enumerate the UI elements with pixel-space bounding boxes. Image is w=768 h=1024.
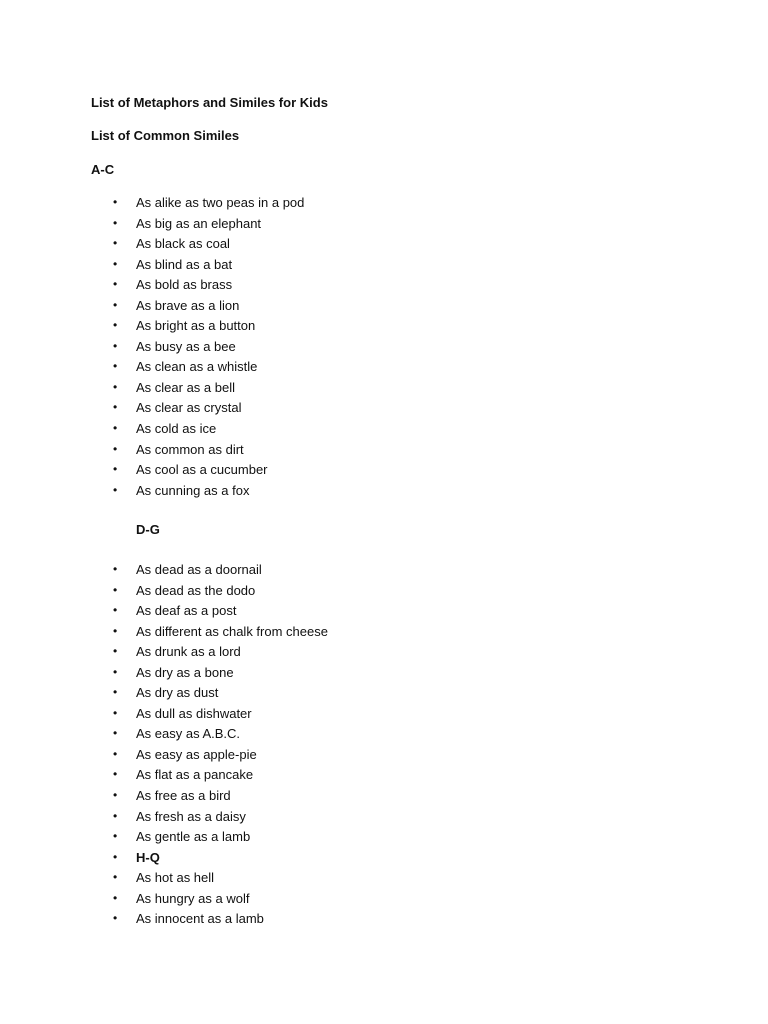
bullet-icon: • — [113, 421, 118, 436]
bullet-icon: • — [113, 195, 118, 209]
list-item-text: As black as coal — [136, 236, 230, 252]
document-title: List of Metaphors and Similes for Kids — [91, 95, 328, 110]
bullet-icon: • — [113, 582, 118, 597]
bullet-icon: • — [113, 870, 118, 885]
document-subtitle: List of Common Similes — [91, 128, 240, 143]
list-item-text: As clear as a bell — [136, 379, 235, 395]
bullet-icon: • — [113, 338, 118, 353]
list-item-text: As gentle as a lamb — [136, 829, 251, 845]
list-item-text: As dead as a doornail — [136, 562, 262, 577]
list-item-text: As alike as two peas in a pod — [136, 195, 305, 210]
list-item-text: As deaf as a post — [136, 603, 237, 619]
list-item-text: As easy as A.B.C. — [136, 726, 241, 742]
bullet-icon: • — [113, 911, 118, 926]
bullet-icon: • — [113, 767, 118, 782]
bullet-icon: • — [113, 215, 118, 230]
list-item-text: As brave as a lion — [136, 297, 240, 313]
list-item-text: As free as a bird — [136, 788, 231, 804]
bullet-icon: • — [113, 788, 118, 803]
bullet-icon: • — [113, 890, 118, 905]
section-heading-h-q: H-Q — [136, 849, 160, 865]
bullet-icon: • — [113, 623, 118, 638]
list-item-text: As blind as a bat — [136, 256, 233, 272]
list-item-text: As clean as a whistle — [136, 359, 258, 375]
bullet-icon: • — [113, 400, 118, 415]
list-item-text: As clear as crystal — [136, 400, 242, 416]
bullet-icon: • — [113, 318, 118, 333]
list-item-text: As hungry as a wolf — [136, 890, 250, 906]
bullet-icon: • — [113, 808, 118, 823]
list-item-text: As flat as a pancake — [136, 767, 254, 783]
bullet-icon: • — [113, 462, 118, 477]
list-item-text: As cold as ice — [136, 421, 217, 437]
bullet-icon: • — [113, 379, 118, 394]
bullet-icon: • — [113, 562, 118, 576]
bullet-icon: • — [113, 236, 118, 251]
bullet-icon: • — [113, 849, 118, 864]
bullet-icon: • — [113, 664, 118, 679]
section-heading-d-g: D-G — [136, 522, 160, 537]
list-item-text: As easy as apple-pie — [136, 746, 257, 762]
bullet-icon: • — [113, 726, 118, 741]
list-item-text: As cunning as a fox — [136, 482, 250, 498]
bullet-icon: • — [113, 482, 118, 497]
list-item-text: As dry as a bone — [136, 664, 234, 680]
bullet-icon: • — [113, 829, 118, 844]
list-item-text: As drunk as a lord — [136, 644, 241, 660]
list-item-text: As dull as dishwater — [136, 705, 252, 721]
list-item-text: As fresh as a daisy — [136, 808, 246, 824]
list-item-text: As dead as the dodo — [136, 582, 256, 598]
bullet-icon: • — [113, 644, 118, 659]
bullet-icon: • — [113, 746, 118, 761]
bullet-icon: • — [113, 277, 118, 292]
list-item-text: As bold as brass — [136, 277, 233, 293]
list-item-text: As dry as dust — [136, 685, 219, 701]
list-item-text: As innocent as a lamb — [136, 911, 264, 927]
list-item-text: As big as an elephant — [136, 215, 262, 231]
bullet-icon: • — [113, 705, 118, 720]
list-item-text: As bright as a button — [136, 318, 256, 334]
bullet-icon: • — [113, 441, 118, 456]
bullet-icon: • — [113, 685, 118, 700]
list-item-text: As cool as a cucumber — [136, 462, 268, 478]
bullet-icon: • — [113, 297, 118, 312]
bullet-icon: • — [113, 359, 118, 374]
list-item-text: As busy as a bee — [136, 338, 236, 354]
list-item-text: As hot as hell — [136, 870, 215, 886]
list-item-text: As different as chalk from cheese — [136, 623, 328, 639]
bullet-icon: • — [113, 256, 118, 271]
bullet-icon: • — [113, 603, 118, 618]
list-item-text: As common as dirt — [136, 441, 244, 457]
section-heading-a-c: A-C — [91, 162, 115, 177]
